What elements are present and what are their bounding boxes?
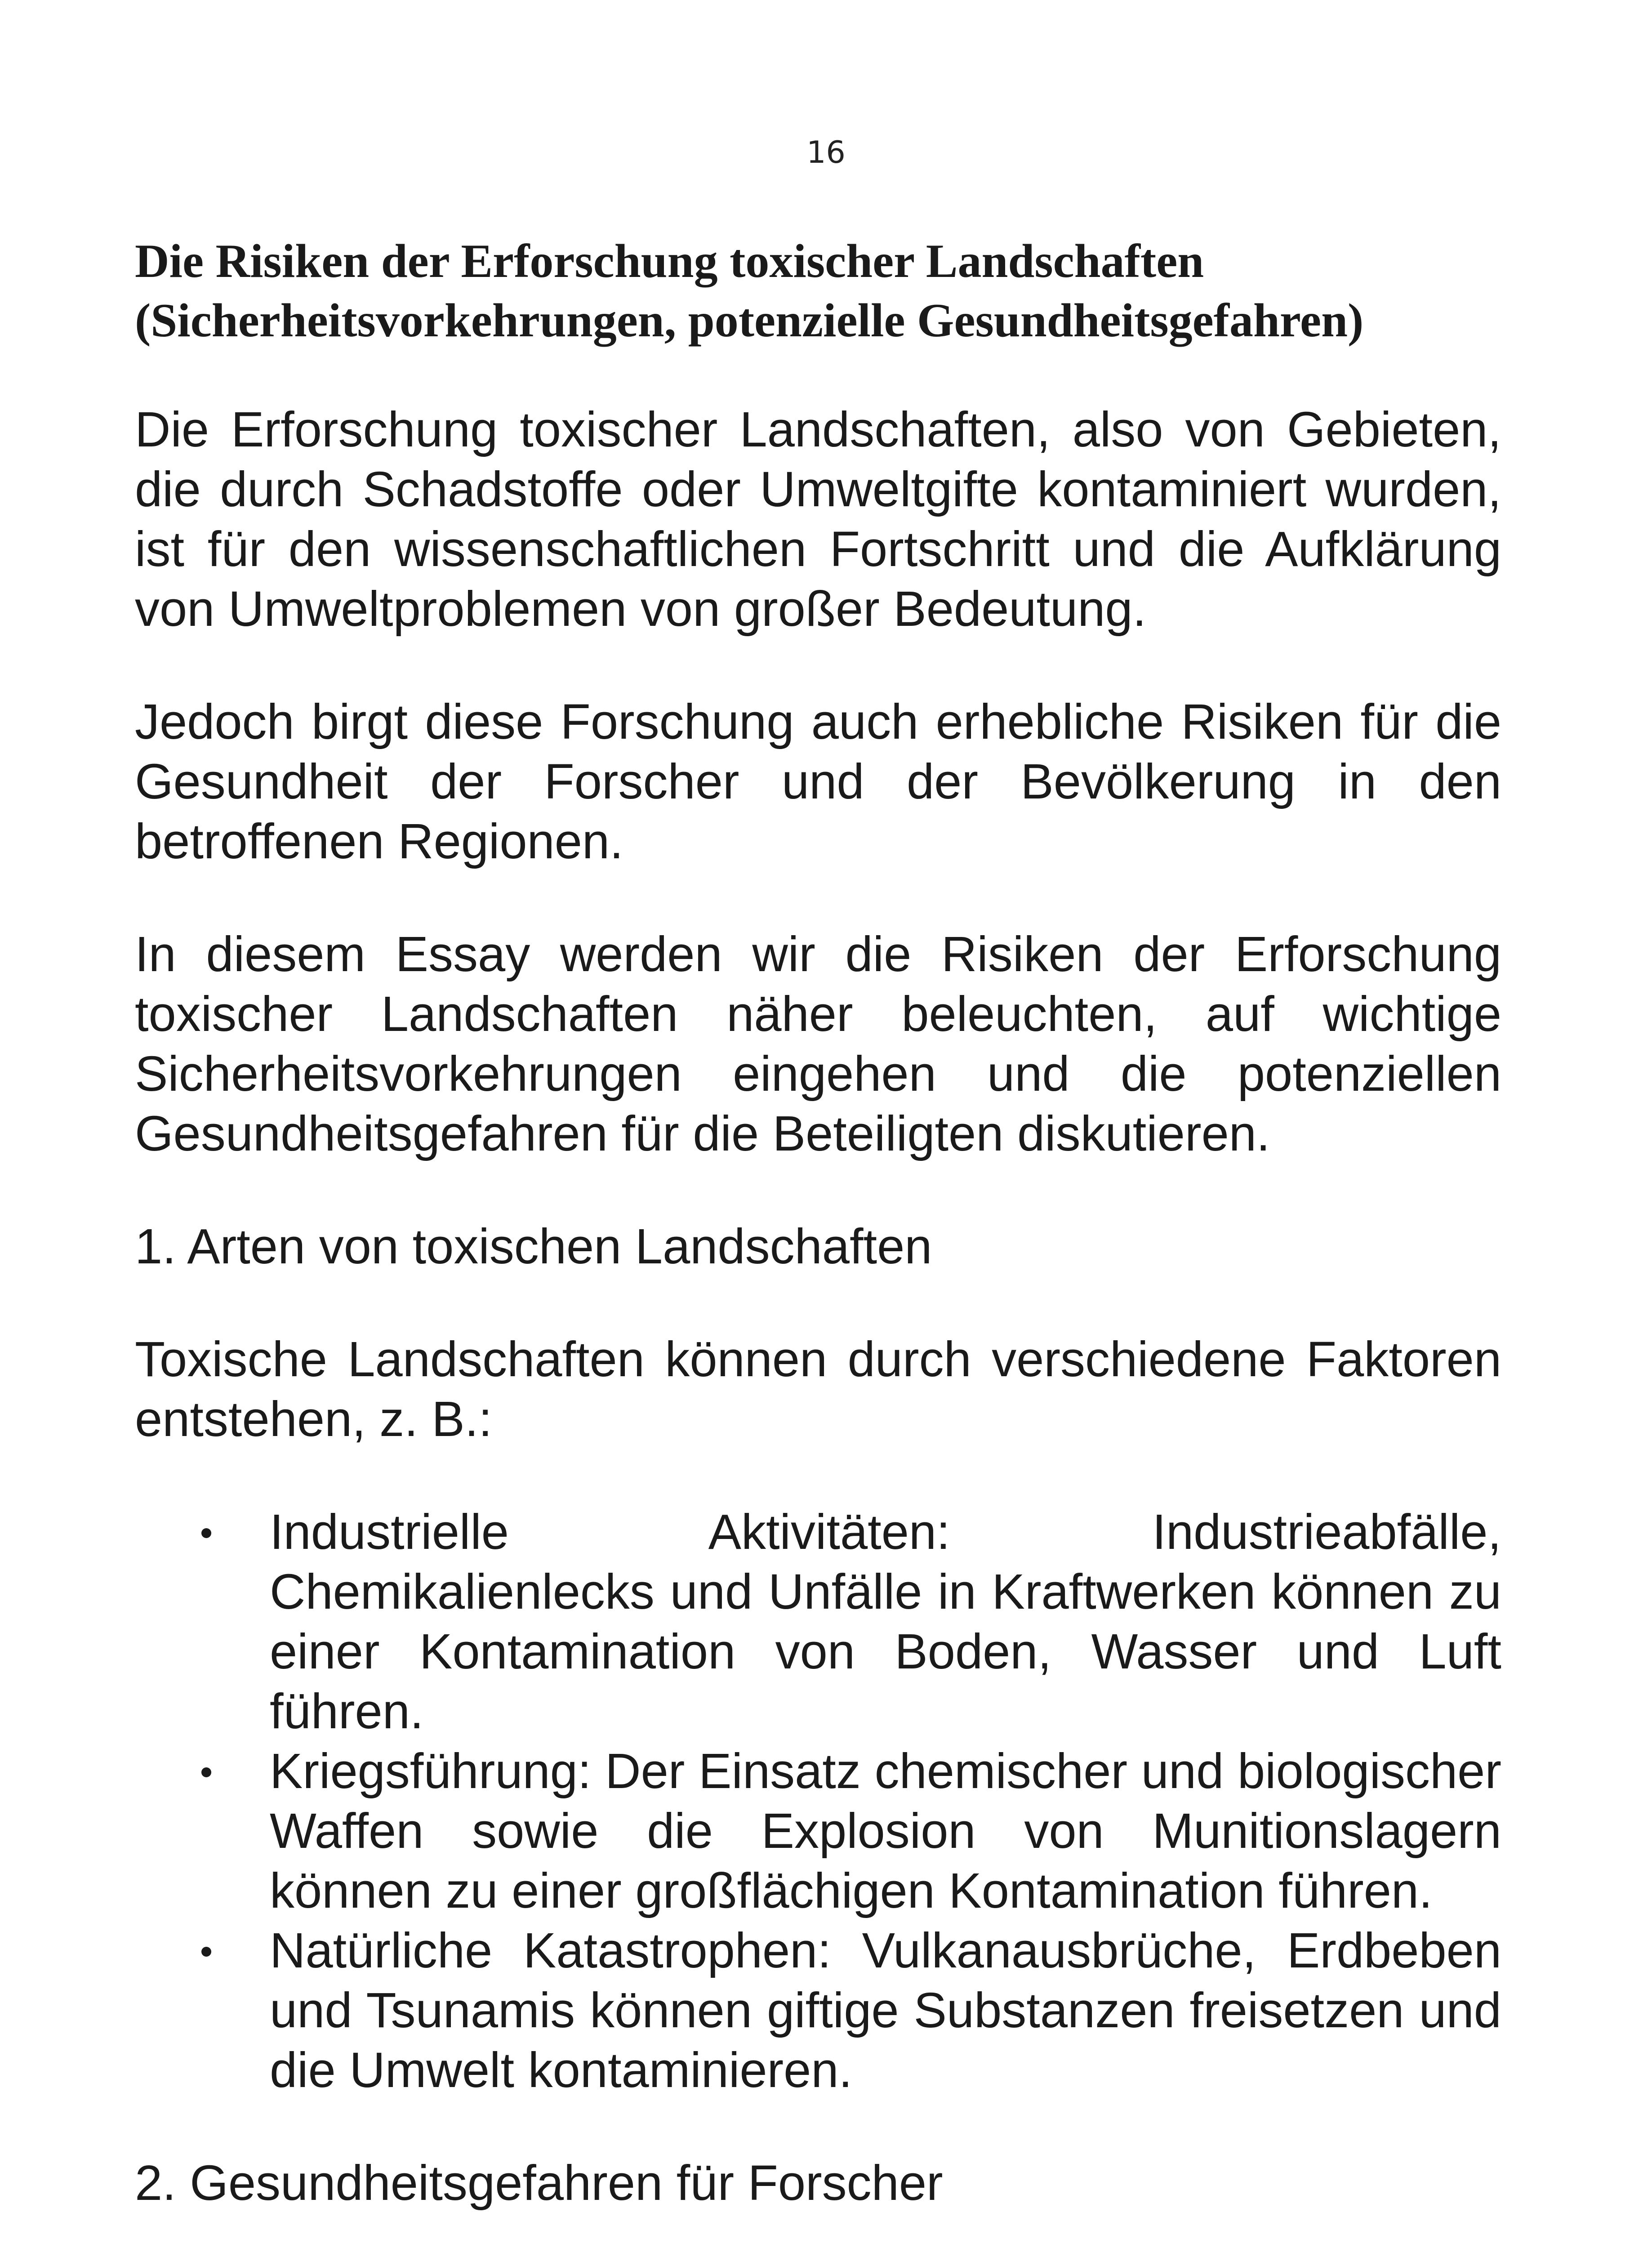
chapter-title-line-2: (Sicherheitsvorkehrungen, potenzielle Gesundheitsgefahren): [135, 294, 1364, 347]
chapter-title-line-1: Die Risiken der Erforschung toxischer Landschaften: [135, 235, 1204, 287]
list-item-text: Kriegsführung: Der Einsatz chemischer und biologischer Waffen sowie die Explosion von Munitionslagern können zu einer großflächigen Kontamination führen.: [270, 1744, 1501, 1918]
list-item-text: Natürliche Katastrophen: Vulkanausbrüche, Erdbeben und Tsunamis können giftige Substanzen freisetzen und die Umwelt kontaminieren.: [270, 1923, 1501, 2098]
bullet-icon: [201, 1528, 211, 1538]
list-item: [135, 1741, 1501, 1921]
page-number: 16: [806, 135, 846, 170]
page-content: [135, 232, 1501, 2248]
chapter-title: [135, 232, 1501, 350]
section-heading-1: 1. Arten von toxischen Landschaften: [135, 1219, 932, 1274]
section-1-intro: Toxische Landschaften können durch verschiedene Faktoren entstehen, z. B.:: [135, 1332, 1501, 1447]
list-item-text: Industrielle Aktivitäten: Industrieabfälle, Chemikalienlecks und Unfälle in Kraftwerken können zu einer Kontamination von Boden, Wasser und Luft führen.: [270, 1504, 1501, 1739]
cause-list: [135, 1502, 1501, 2100]
list-item: [135, 1921, 1501, 2100]
section-heading-2: 2. Gesundheitsgefahren für Forscher: [135, 2155, 943, 2211]
bullet-icon: [201, 1767, 211, 1777]
list-item: [135, 1502, 1501, 1741]
intro-paragraph-1: Die Erforschung toxischer Landschaften, also von Gebieten, die durch Schadstoffe oder Umweltgifte kontaminiert wurden, ist für den wissenschaftlichen Fortschritt und die Aufklärung von Umweltproblemen von großer Bedeutung.: [135, 402, 1501, 637]
bullet-icon: [201, 1947, 211, 1957]
intro-paragraph-3: In diesem Essay werden wir die Risiken der Erforschung toxischer Landschaften näher beleuchten, auf wichtige Sicherheitsvorkehrungen eingehen und die potenziellen Gesundheitsgefahren für die Beteiligten diskutieren.: [135, 927, 1501, 1161]
intro-paragraph-2: Jedoch birgt diese Forschung auch erhebliche Risiken für die Gesundheit der Forscher und der Bevölkerung in den betroffenen Regionen.: [135, 694, 1501, 869]
